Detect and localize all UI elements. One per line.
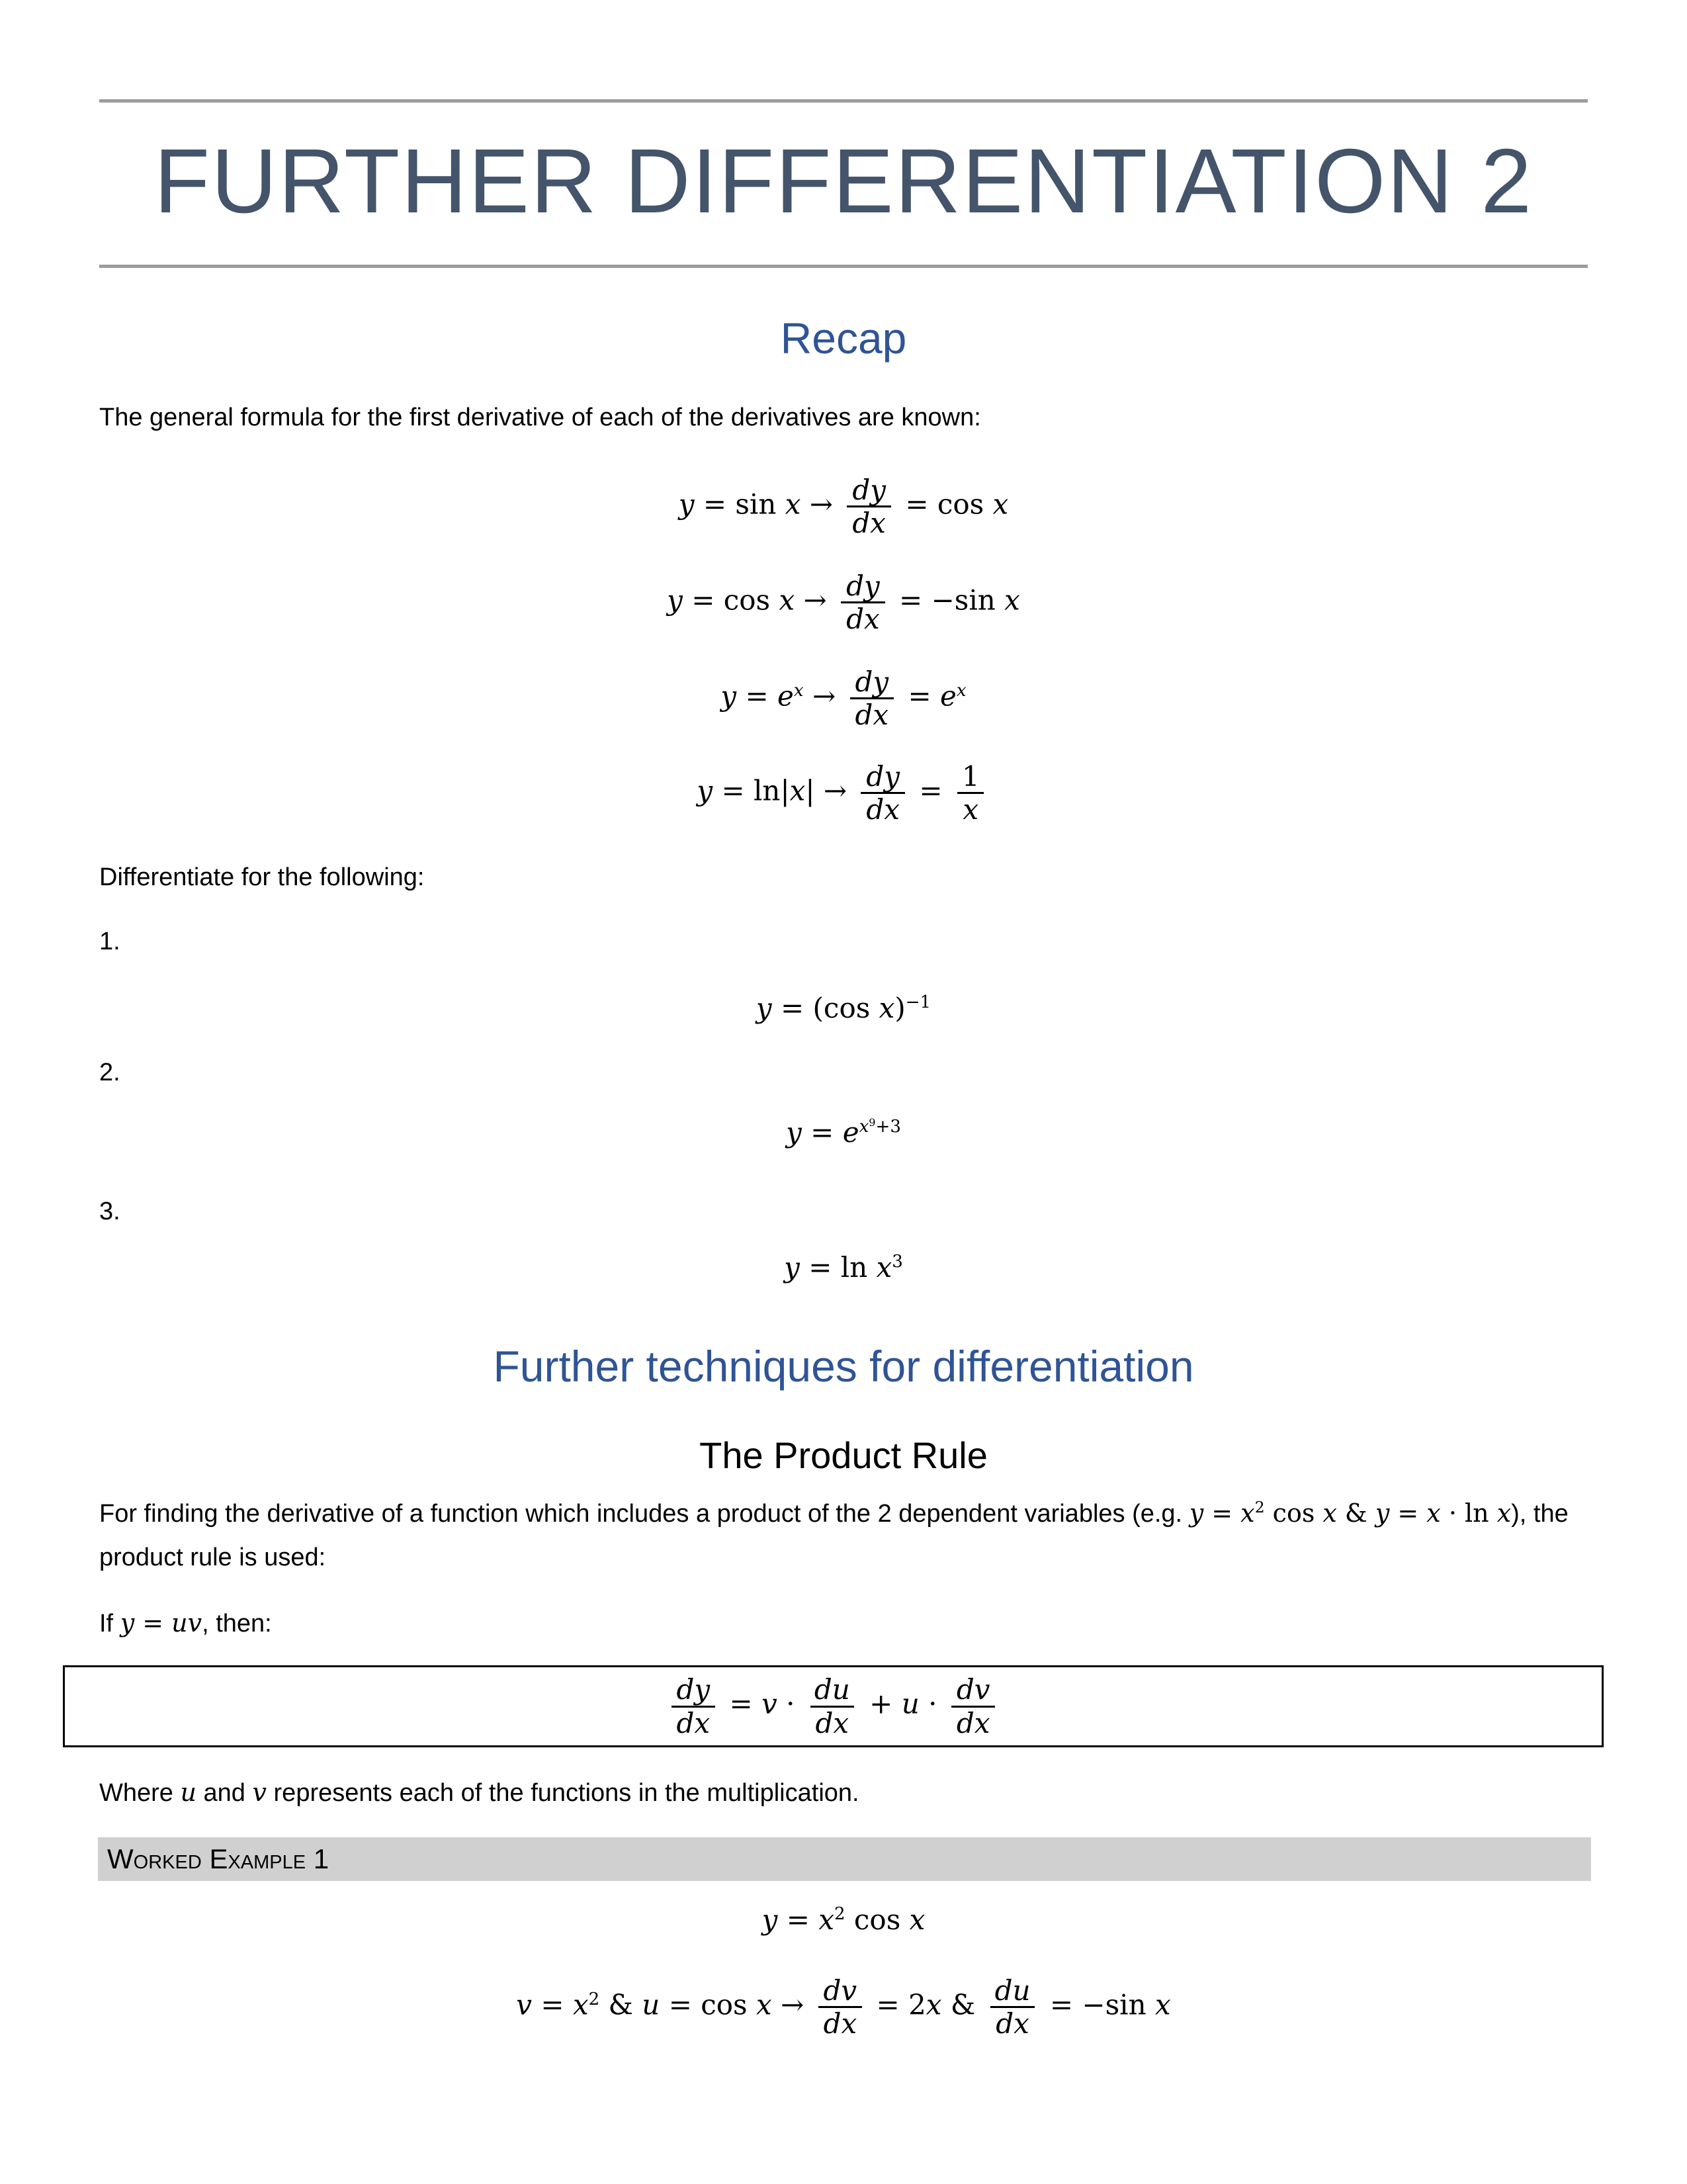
divider-under-title	[99, 265, 1588, 268]
formula-question-2: $y = e^{x^9+3}$	[786, 1115, 901, 1149]
formula-derivative-ln: y = ln|x| → $\frac{dy}{dx}$ = $\frac{1}{x}$	[99, 761, 1588, 825]
formula-derivative-sin: y = sin x → $\frac{dy}{dx}$ = cos x	[678, 474, 1009, 540]
worked-example-label: Worked Example 1	[107, 1843, 329, 1874]
product-rule-formula-box	[63, 1665, 1604, 1747]
divider-top	[99, 99, 1588, 103]
formula-derivative-exp: $y = e^x$ → $\frac{dy}{dx}$ = $e^x$	[720, 666, 967, 732]
formula-question-1: y = (cos x)$^{-1}$	[756, 992, 931, 1024]
formula-question-3: $y = \ln x^3$	[784, 1251, 903, 1284]
worked-example-banner	[98, 1837, 1591, 1881]
intro-paragraph: The general formula for the first derivative of each of the derivatives are known:	[99, 404, 981, 431]
product-rule-explanation: For finding the derivative of a function which includes a product of the 2 dependent variables (e.g. $y = x^2$ cos x & y = x · ln x), the product rule is used:	[99, 1498, 1569, 1571]
list-number-3: 3.	[99, 1198, 120, 1225]
if-y-uv-line: If y = uv, then:	[99, 1608, 272, 1638]
formula-worked-example-function: $y = x^2$ cos x	[761, 1903, 926, 1936]
formula-worked-example-uv: $v = x^2$ & u = cos x → $\frac{dv}{dx}$ = 2x & $\frac{du}{dx}$ = −sin x	[516, 1974, 1171, 2040]
list-number-2: 2.	[99, 1059, 120, 1086]
document-title: FURTHER DIFFERENTIATION 2	[153, 130, 1534, 232]
formula-derivative-cos: y = cos x → $\frac{dy}{dx}$ = −sin x	[667, 570, 1020, 636]
heading-product-rule: The Product Rule	[699, 1434, 988, 1476]
formula-product-rule: $\frac{dy}{dx}$ = v · $\frac{du}{dx}$ + u · $\frac{dv}{dx}$	[65, 1674, 1602, 1738]
where-u-v-line: Where u and v represents each of the functions in the multiplication.	[99, 1778, 859, 1807]
heading-further-techniques: Further techniques for differentiation	[493, 1342, 1194, 1391]
heading-recap: Recap	[780, 314, 907, 363]
differentiate-instruction: Differentiate for the following:	[99, 863, 425, 891]
list-number-1: 1.	[99, 928, 120, 955]
